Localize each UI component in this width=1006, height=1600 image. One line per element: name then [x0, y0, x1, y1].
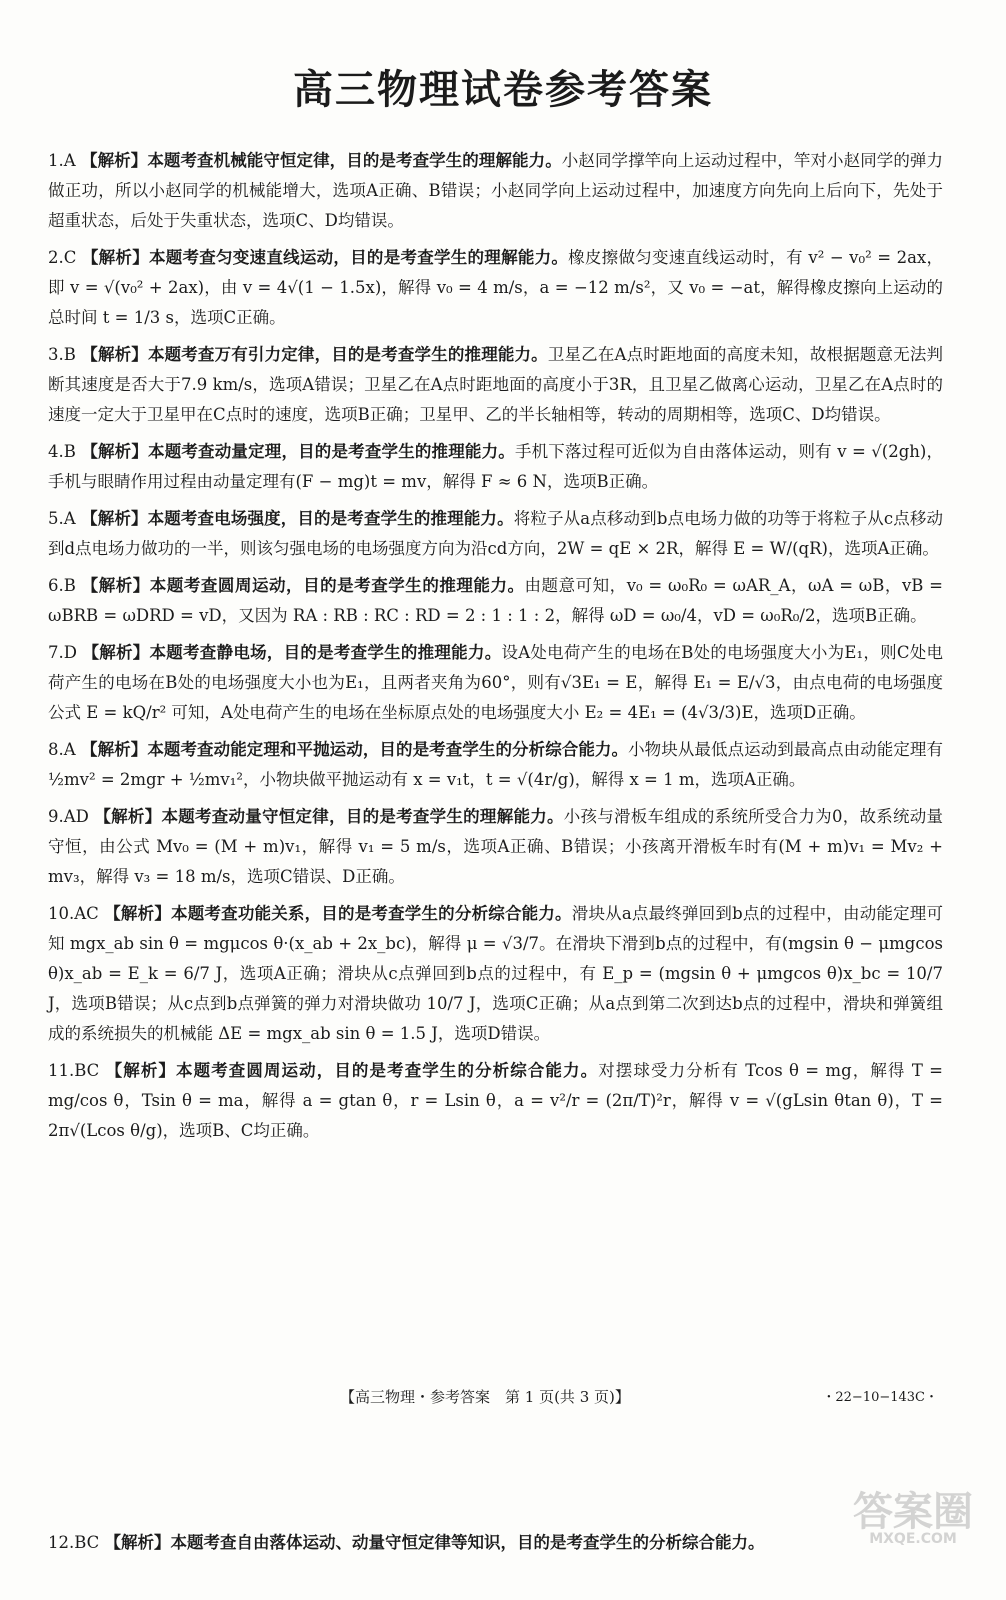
answer-item-2	[48, 243, 943, 333]
analysis-tag: 【解析】本题考查圆周运动，目的是考查学生的分析综合能力。	[105, 1061, 599, 1080]
analysis-text: 对摆球受力分析有 Tcos θ = mg，解得 T = mg/cos θ，Tsin θ = ma，解得 a = gtan θ，r = Lsin θ，a = v²/r = (2π/T)²r，解得 v = √(gLsin θtan θ)，T = 2π√(Lcos θ/g)，选项B、C均正确。	[48, 1061, 944, 1140]
answer-item-7	[48, 638, 943, 728]
answer-item-10	[48, 899, 943, 1049]
question-number: 11.BC	[48, 1061, 100, 1080]
answer-list	[48, 146, 943, 1153]
analysis-text: 橡皮擦做匀变速直线运动时，有 v² − v₀² = 2ax，即 v = √(v₀² + 2ax)，由 v = 4√(1 − 1.5x)，解得 v₀ = 4 m/s，a = −12 m/s²，又 v₀ = −at，解得橡皮擦向上运动的总时间 t = 1/3 s，选项C正确。	[48, 248, 943, 327]
watermark-logo-text: 答案圈	[853, 1489, 973, 1535]
question-number: 7.D	[48, 643, 77, 662]
site-watermark-logo	[838, 1480, 988, 1580]
question-number: 3.B	[48, 345, 76, 364]
analysis-text: 手机下落过程可近似为自由落体运动，则有 v = √(2gh)，手机与眼睛作用过程由动量定理有(F − mg)t = mv，解得 F ≈ 6 N，选项B正确。	[48, 442, 944, 491]
analysis-tag: 【解析】本题考查机械能守恒定律，目的是考查学生的理解能力。	[81, 151, 562, 170]
page-footer	[0, 1386, 1006, 1410]
analysis-tag: 【解析】本题考查万有引力定律，目的是考查学生的推理能力。	[81, 345, 548, 364]
question-number: 4.B	[48, 442, 76, 461]
analysis-text: 将粒子从a点移动到b点电场力做的功等于将粒子从c点移动到d点电场力做功的一半，则该匀强电场的电场强度方向为沿cd方向，2W = qE × 2R，解得 E = W/(qR)，选项A正确。	[48, 509, 944, 558]
answer-item-11	[48, 1056, 943, 1146]
question-number: 6.B	[48, 576, 76, 595]
analysis-text: 设A处电荷产生的电场在B处的电场强度大小为E₁，则C处电荷产生的电场在B处的电场强度大小也为E₁，且两者夹角为60°，则有√3E₁ = E，解得 E₁ = E/√3，由点电荷的电场强度公式 E = kQ/r² 可知，A处电荷产生的电场在坐标原点处的电场强度大小 E₂ = 4E₁ = (4√3/3)E，选项D正确。	[48, 643, 944, 722]
answer-item-12	[48, 1528, 943, 1558]
analysis-tag: 【解析】本题考查动量定理，目的是考查学生的推理能力。	[81, 442, 515, 461]
analysis-tag: 【解析】本题考查自由落体运动、动量守恒定律等知识，目的是考查学生的分析综合能力。	[104, 1533, 765, 1552]
analysis-text: 小赵同学撑竿向上运动过程中，竿对小赵同学的弹力做正功，所以小赵同学的机械能增大，选项A正确、B错误；小赵同学向上运动过程中，加速度方向先向上后向下，先处于超重状态，后处于失重状态，选项C、D均错误。	[48, 151, 944, 230]
page-number-label: 【高三物理・参考答案 第 1 页(共 3 页)】	[340, 1388, 630, 1406]
answer-item-9	[48, 802, 943, 892]
answer-item-4	[48, 437, 943, 497]
analysis-text: 小物块从最低点运动到最高点由动能定理有 ½mv² = 2mgr + ½mv₁²，小物块做平抛运动有 x = v₁t，t = √(4r/g)，解得 x = 1 m，选项A正确。	[48, 740, 944, 789]
analysis-tag: 【解析】本题考查动量守恒定律，目的是考查学生的理解能力。	[94, 807, 564, 826]
question-number: 2.C	[48, 248, 77, 267]
question-number: 8.A	[48, 740, 76, 759]
answer-item-3	[48, 340, 943, 430]
question-number: 10.AC	[48, 904, 99, 923]
analysis-tag: 【解析】本题考查功能关系，目的是考查学生的分析综合能力。	[104, 904, 572, 923]
analysis-tag: 【解析】本题考查动能定理和平抛运动，目的是考查学生的分析综合能力。	[81, 740, 629, 759]
analysis-text: 由题意可知，v₀ = ω₀R₀ = ωAR_A，ωA = ωB，vB = ωBRB = ωDRD = vD，又因为 RA : RB : RC : RD = 2 : 1 : 1 : 2，解得 ωD = ω₀/4，vD = ω₀R₀/2，选项B正确。	[48, 576, 943, 625]
page-title: 高三物理试卷参考答案	[293, 67, 713, 113]
answer-item-6	[48, 571, 943, 631]
analysis-text: 小孩与滑板车组成的系统所受合力为0，故系统动量守恒，由公式 Mv₀ = (M + m)v₁，解得 v₁ = 5 m/s，选项A正确、B错误；小孩离开滑板车时有(M + m)v₁ = Mv₂ + mv₃，解得 v₃ = 18 m/s，选项C错误、D正确。	[48, 807, 944, 886]
watermark-url: MXQE.COM	[869, 1531, 957, 1547]
analysis-tag: 【解析】本题考查圆周运动，目的是考查学生的推理能力。	[81, 576, 525, 595]
question-number: 12.BC	[48, 1533, 100, 1552]
analysis-tag: 【解析】本题考查匀变速直线运动，目的是考查学生的理解能力。	[81, 248, 569, 267]
document-code: ・22−10−143C・	[822, 1390, 938, 1405]
answer-item-5	[48, 504, 943, 564]
analysis-tag: 【解析】本题考查静电场，目的是考查学生的推理能力。	[82, 643, 502, 662]
answer-item-8	[48, 735, 943, 795]
question-number: 1.A	[48, 151, 76, 170]
analysis-tag: 【解析】本题考查电场强度，目的是考查学生的推理能力。	[81, 509, 514, 528]
question-number: 5.A	[48, 509, 76, 528]
analysis-text: 卫星乙在A点时距地面的高度未知，故根据题意无法判断其速度是否大于7.9 km/s，选项A错误；卫星乙在A点时距地面的高度小于3R，且卫星乙做离心运动，卫星乙在A点时的速度一定大于卫星甲在C点时的速度，选项B正确；卫星甲、乙的半长轴相等，转动的周期相等，选项C、D均错误。	[48, 345, 944, 424]
question-number: 9.AD	[48, 807, 89, 826]
analysis-text: 滑块从a点最终弹回到b点的过程中，由动能定理可知 mgx_ab sin θ = mgμcos θ·(x_ab + 2x_bc)，解得 μ = √3/7。在滑块下滑到b点的过程中，有(mgsin θ − μmgcos θ)x_ab = E_k = 6/7 J，选项A正确；滑块从c点弹回到b点的过程中，有 E_p = (mgsin θ + μmgcos θ)x_bc = 10/7 J，选项B错误；从c点到b点弹簧的弹力对滑块做功 10/7 J，选项C正确；从a点到第二次到达b点的过程中，滑块和弹簧组成的系统损失的机械能 ΔE = mgx_ab sin θ = 1.5 J，选项D错误。	[48, 904, 944, 1043]
answer-item-1	[48, 146, 943, 236]
